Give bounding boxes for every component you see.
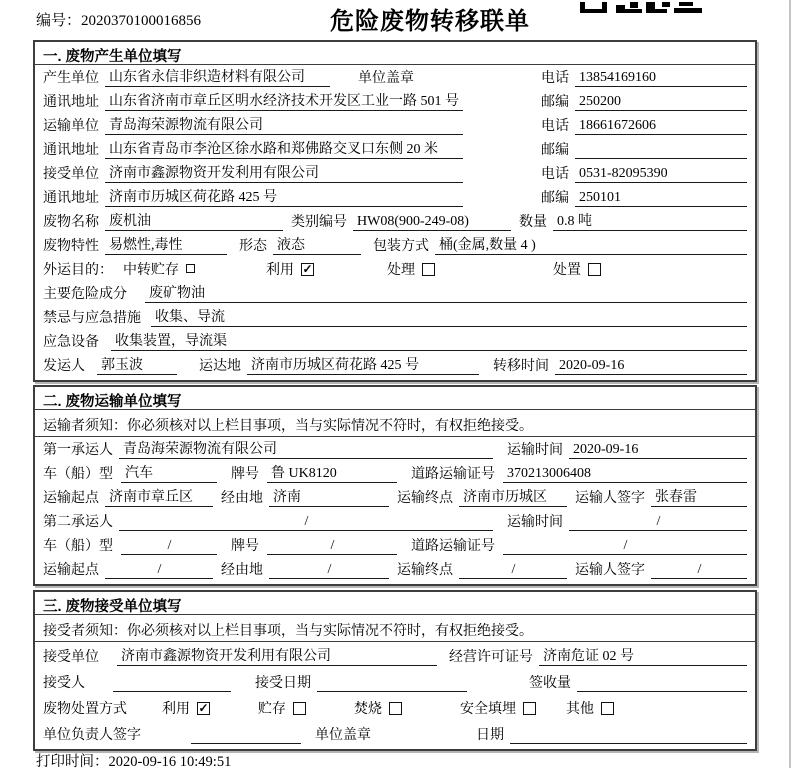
form-row	[43, 90, 747, 114]
checkbox-option	[258, 698, 306, 718]
field-value: /	[503, 538, 747, 555]
field-value: 青岛海荣源物流有限公司	[105, 114, 463, 135]
section-receiver-header: 三. 废物接受单位填写	[35, 592, 755, 615]
form-row	[43, 258, 747, 282]
section-producer-header: 一. 废物产生单位填写	[35, 42, 755, 65]
form-row	[43, 114, 747, 138]
section-transporter-rows	[35, 437, 755, 584]
field-value: /	[459, 562, 567, 579]
form-field	[43, 306, 747, 327]
checkbox-label: 其他	[566, 702, 594, 717]
form-field	[541, 187, 747, 207]
field-label: 运输终点	[397, 491, 453, 506]
checkbox-unchecked[interactable]	[601, 702, 614, 715]
doc-number-value: 2020370100016856	[81, 13, 202, 29]
section-producer-rows	[35, 65, 755, 380]
form-field	[541, 115, 747, 135]
checkbox-option	[553, 259, 601, 279]
form-field	[541, 139, 747, 159]
field-value: /	[269, 562, 389, 579]
form-field	[43, 354, 177, 375]
static-label: 外运目的：	[43, 263, 113, 278]
checkbox-option	[460, 698, 536, 718]
field-label: 牌号	[231, 467, 259, 482]
field-label: 单位负责人签字	[43, 728, 141, 743]
checkbox-unchecked[interactable]	[523, 702, 536, 715]
field-label: 第一承运人	[43, 443, 113, 458]
form-field	[221, 486, 389, 507]
form-field	[529, 672, 747, 692]
section-transporter	[33, 385, 757, 586]
checkbox-label: 处置	[553, 263, 581, 278]
field-label: 道路运输证号	[411, 539, 495, 554]
form-row	[43, 534, 747, 558]
field-value: HW08(900-249-08)	[353, 214, 511, 231]
page-title: 危险废物转移联单	[330, 8, 530, 35]
field-value: 汽车	[121, 462, 217, 483]
form-row	[43, 354, 747, 378]
field-value: 济南市历城区荷花路 425 号	[105, 186, 463, 207]
form-field	[43, 486, 213, 507]
field-label: 废物名称	[43, 215, 99, 230]
form-field	[397, 559, 567, 579]
field-value: 山东省济南市章丘区明水经济技术开发区工业一路 501 号	[105, 90, 463, 111]
checkbox-option	[266, 259, 314, 279]
static-label: 废物处置方式	[43, 702, 127, 717]
section-producer	[33, 40, 757, 382]
form-field	[43, 282, 747, 303]
field-label: 道路运输证号	[411, 467, 495, 482]
transporter-notice: 运输者须知：你必须核对以上栏目事项，当与实际情况不符时，有权拒绝接受。	[35, 410, 755, 437]
section-transporter-header: 二. 废物运输单位填写	[35, 387, 755, 410]
field-label: 运输起点	[43, 563, 99, 578]
form-field	[43, 645, 437, 666]
field-value: 济南市历城区荷花路 425 号	[247, 354, 479, 375]
field-value: 0.8 吨	[553, 210, 747, 231]
form-row	[43, 162, 747, 186]
print-time-value: 2020-09-16 10:49:51	[108, 754, 232, 768]
form-field	[239, 234, 361, 255]
field-value	[575, 142, 747, 159]
field-label: 车（船）型	[43, 467, 113, 482]
form-field	[43, 114, 463, 135]
field-value: /	[569, 514, 747, 531]
field-label: 第二承运人	[43, 515, 113, 530]
field-label: 类别编号	[291, 215, 347, 230]
field-value: /	[267, 538, 397, 555]
form-field	[449, 645, 747, 666]
field-value: /	[121, 538, 217, 555]
form-field	[43, 138, 463, 159]
form-field	[373, 234, 747, 255]
form-field	[43, 462, 217, 483]
field-value: /	[119, 514, 493, 531]
field-value: 液态	[273, 234, 361, 255]
field-value	[191, 727, 301, 744]
field-label: 产生单位	[43, 71, 99, 86]
field-value: 收集、导流	[151, 306, 747, 327]
field-label: 经营许可证号	[449, 650, 533, 665]
field-label: 日期	[476, 728, 504, 743]
form-field	[411, 535, 747, 555]
field-label: 电话	[541, 167, 569, 182]
field-value: 鲁 UK8120	[267, 462, 397, 483]
field-value: /	[105, 562, 213, 579]
field-label: 运输时间	[507, 443, 563, 458]
field-value: 易燃性,毒性	[105, 234, 227, 255]
checkbox-label: 焚烧	[354, 702, 382, 717]
form-field	[43, 162, 463, 183]
form-field	[411, 463, 747, 483]
field-label: 运输单位	[43, 119, 99, 134]
form-field	[575, 559, 747, 579]
checkbox-label: 贮存	[258, 702, 286, 717]
form-row	[43, 695, 747, 721]
field-value: 山东省永信非织造材料有限公司	[105, 66, 330, 87]
form-field	[43, 186, 463, 207]
checkbox-option	[387, 259, 435, 279]
field-value: 废机油	[105, 210, 283, 231]
field-label: 包装方式	[373, 239, 429, 254]
field-label: 签收量	[529, 676, 571, 691]
field-value: 2020-09-16	[555, 358, 747, 375]
field-value	[113, 675, 231, 692]
form-field	[43, 330, 747, 351]
field-value: 济南市鑫源物资开发利用有限公司	[117, 645, 437, 666]
field-label: 应急设备	[43, 335, 99, 350]
form-row	[43, 438, 747, 462]
field-label: 通讯地址	[43, 191, 99, 206]
form-row	[43, 330, 747, 354]
field-label: 运输人签字	[575, 491, 645, 506]
form-field	[255, 672, 467, 692]
field-value: 山东省青岛市李沧区徐水路和郑佛路交叉口东侧 20 米	[105, 138, 463, 159]
field-label: 电话	[541, 71, 569, 86]
checkbox-unchecked[interactable]	[389, 702, 402, 715]
field-label: 运输终点	[397, 563, 453, 578]
checkbox-option	[162, 698, 210, 718]
form-row	[43, 306, 747, 330]
form-row	[43, 210, 747, 234]
checkbox-checked[interactable]: ✓	[198, 700, 209, 715]
form-row	[43, 486, 747, 510]
field-label: 邮编	[541, 95, 569, 110]
field-label: 经由地	[221, 563, 263, 578]
form-field	[541, 67, 747, 87]
field-value: 济南危证 02 号	[539, 645, 747, 666]
field-value: 济南	[269, 486, 389, 507]
form-field	[231, 462, 397, 483]
form-row	[43, 643, 747, 669]
field-value: 2020-09-16	[569, 442, 747, 459]
checkbox-label: 安全填埋	[460, 702, 516, 717]
checkbox-label: 处理	[387, 263, 415, 278]
field-value: 济南市章丘区	[105, 486, 213, 507]
field-value: 250101	[575, 190, 747, 207]
form-field	[43, 724, 301, 744]
form-field	[231, 535, 397, 555]
field-value: 250200	[575, 94, 747, 111]
form-field	[541, 163, 747, 183]
field-value: 桶(金属,数量 4 )	[435, 234, 747, 255]
form-row	[43, 510, 747, 534]
form-field	[493, 355, 747, 375]
form-field	[43, 672, 231, 692]
form-row	[43, 234, 747, 258]
checkbox-unchecked[interactable]	[588, 263, 601, 276]
field-value	[317, 675, 467, 692]
field-value: 济南市历城区	[459, 486, 567, 507]
field-label: 发运人	[43, 359, 85, 374]
form-field	[575, 486, 747, 507]
doc-number-label: 编号：	[36, 13, 82, 29]
form-field	[43, 511, 493, 531]
checkbox-unchecked[interactable]	[293, 702, 306, 715]
form-field	[507, 439, 747, 459]
field-label: 邮编	[541, 143, 569, 158]
form-field	[43, 559, 213, 579]
form-row	[43, 138, 747, 162]
form-row	[43, 462, 747, 486]
field-label: 运输时间	[507, 515, 563, 530]
field-value: 废矿物油	[145, 282, 747, 303]
field-value: 18661672606	[575, 118, 747, 135]
form-field	[43, 438, 493, 459]
form-field	[476, 724, 747, 744]
field-label: 运输人签字	[575, 563, 645, 578]
field-label: 运输起点	[43, 491, 99, 506]
form-row	[43, 282, 747, 306]
field-value: 13854169160	[575, 70, 747, 87]
field-label: 接受人	[43, 676, 85, 691]
form-row	[43, 721, 747, 747]
field-label: 通讯地址	[43, 143, 99, 158]
manifest-form	[33, 40, 757, 751]
print-time-label: 打印时间：	[36, 754, 109, 768]
field-value: 370213006408	[503, 466, 747, 483]
field-label: 废物特性	[43, 239, 99, 254]
form-field	[221, 559, 389, 579]
field-label: 牌号	[231, 539, 259, 554]
checkbox-option	[566, 698, 614, 718]
field-value: /	[651, 562, 747, 579]
form-field	[519, 210, 747, 231]
page-edge-line	[789, 0, 791, 768]
form-field	[541, 91, 747, 111]
form-field	[43, 210, 283, 231]
form-field	[291, 211, 511, 231]
form-field	[43, 535, 217, 555]
form-field	[43, 90, 463, 111]
checkbox-unchecked[interactable]	[422, 263, 435, 276]
field-label: 禁忌与应急措施	[43, 311, 141, 326]
form-field	[397, 486, 567, 507]
form-field	[43, 66, 330, 87]
field-label: 数量	[519, 215, 547, 230]
form-row	[43, 186, 747, 210]
qr-code-fragment	[580, 0, 702, 18]
print-time	[36, 750, 231, 768]
field-label: 接受单位	[43, 167, 99, 182]
form-field	[507, 511, 747, 531]
form-row	[43, 558, 747, 582]
field-value: 青岛海荣源物流有限公司	[119, 438, 493, 459]
field-label: 接受单位	[43, 650, 99, 665]
field-value: 收集装置，导流渠	[111, 330, 747, 351]
field-value: 张春雷	[651, 486, 747, 507]
doc-number	[36, 9, 201, 30]
form-row	[43, 66, 747, 90]
static-label: 单位盖章	[358, 71, 414, 86]
field-label: 接受日期	[255, 676, 311, 691]
section-receiver-rows	[35, 642, 755, 749]
field-label: 经由地	[221, 491, 263, 506]
form-field	[43, 234, 227, 255]
checkbox-label: 利用	[266, 263, 294, 278]
field-value: 郭玉波	[97, 354, 177, 375]
field-label: 通讯地址	[43, 95, 99, 110]
field-value	[510, 727, 747, 744]
receiver-notice: 接受者须知：你必须核对以上栏目事项，当与实际情况不符时，有权拒绝接受。	[35, 615, 755, 642]
checkbox-option	[354, 698, 402, 718]
section-receiver	[33, 590, 757, 751]
field-value: 济南市鑫源物资开发利用有限公司	[105, 162, 463, 183]
field-label: 转移时间	[493, 359, 549, 374]
field-value: 0531-82095390	[575, 166, 747, 183]
field-value	[577, 675, 747, 692]
field-label: 电话	[541, 119, 569, 134]
field-label: 车（船）型	[43, 539, 113, 554]
field-label: 运达地	[199, 359, 241, 374]
checkbox-option	[123, 259, 195, 279]
checkbox-unchecked[interactable]	[186, 264, 195, 273]
field-label: 形态	[239, 239, 267, 254]
checkbox-label: 利用	[162, 702, 190, 717]
field-label: 主要危险成分	[43, 287, 127, 302]
checkbox-label: 中转贮存	[123, 263, 179, 278]
form-field	[199, 354, 479, 375]
static-label: 单位盖章	[315, 728, 371, 743]
checkbox-checked[interactable]: ✓	[302, 261, 313, 276]
field-label: 邮编	[541, 191, 569, 206]
form-row	[43, 669, 747, 695]
